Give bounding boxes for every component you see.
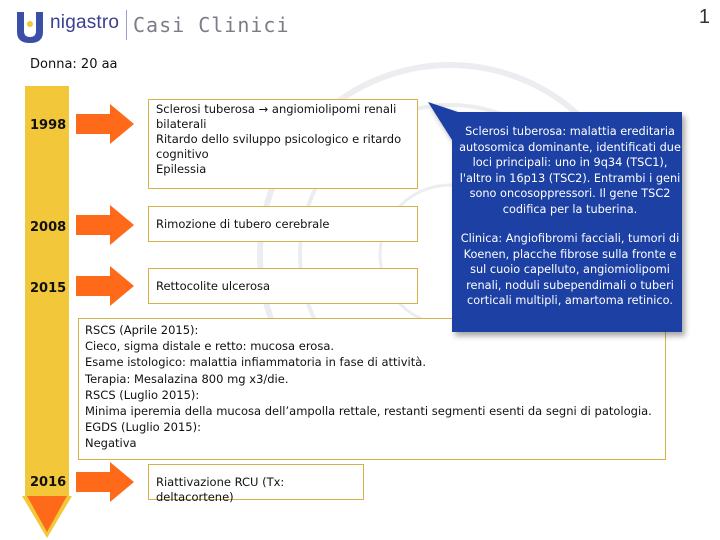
arrow-right-icon [76,462,136,502]
year-2008: 2008 [30,220,67,235]
event-line: Sclerosi tuberosa → angiomiolipomi renali bilaterali [156,102,397,131]
event-line: Rimozione di tubero cerebrale [156,217,330,231]
event-line: Epilessia [156,162,207,176]
year-2015: 2015 [30,281,67,296]
rcu-line: Negativa [85,436,137,451]
page-number: 1 [698,6,710,28]
rcu-line: Esame istologico: malattia infiammatoria in fase di attività. [85,355,426,370]
arrow-right-icon [76,266,136,306]
logo-divider [126,10,127,40]
patient-label: Donna: 20 aa [30,57,118,72]
timeline-arrow [22,86,72,540]
year-1998: 1998 [30,118,67,133]
event-box-2016 [148,464,364,504]
callout-text [455,124,685,323]
callout-paragraph-definition: Sclerosi tuberosa: malattia ereditaria autosomica dominante, identificati due loci principali: uno in 9q34 (TSC1), l'altro in 16p13 (TSC2). Entrambi i geni sono oncosoppressori. Il gene TSC2 codifica per la tuberina. [459,125,681,216]
event-box-1998 [148,99,418,189]
event-line: Ritardo dello sviluppo psicologico e ritardo cognitivo [156,132,402,161]
logo-subtitle: Casi Clinici [133,13,290,37]
rcu-line: Cieco, sigma distale e retto: mucosa erosa. [85,339,335,354]
rcu-line: EGDS (Luglio 2015): [85,420,201,435]
rcu-line: RSCS (Aprile 2015): [85,323,199,337]
unigastro-logo-icon [14,10,46,46]
event-box-2015 [148,268,418,304]
rcu-line: Terapia: Mesalazina 800 mg x3/die. [85,371,289,386]
rcu-line: RSCS (Luglio 2015): [85,387,200,402]
arrow-right-icon [76,205,136,245]
event-line: Riattivazione RCU (Tx: deltacortene) [156,475,285,504]
arrow-right-icon [76,104,136,144]
callout-paragraph-clinica: Clinica: Angiofibromi facciali, tumori di Koenen, placche fibrose sulla fronte e sul cuoio capelluto, angiomiolipomi renali, noduli subependimali o tuberi corticali multipli, amartoma retinico. [460,232,680,307]
year-2016: 2016 [30,475,67,490]
event-line: Rettocolite ulcerosa [156,279,271,293]
event-box-2008 [148,206,418,242]
rcu-line: Minima iperemia della mucosa dell’ampolla rettale, restanti segmenti esenti da segni di patologia. [85,404,652,419]
logo-wordmark: nigastro [50,12,120,33]
